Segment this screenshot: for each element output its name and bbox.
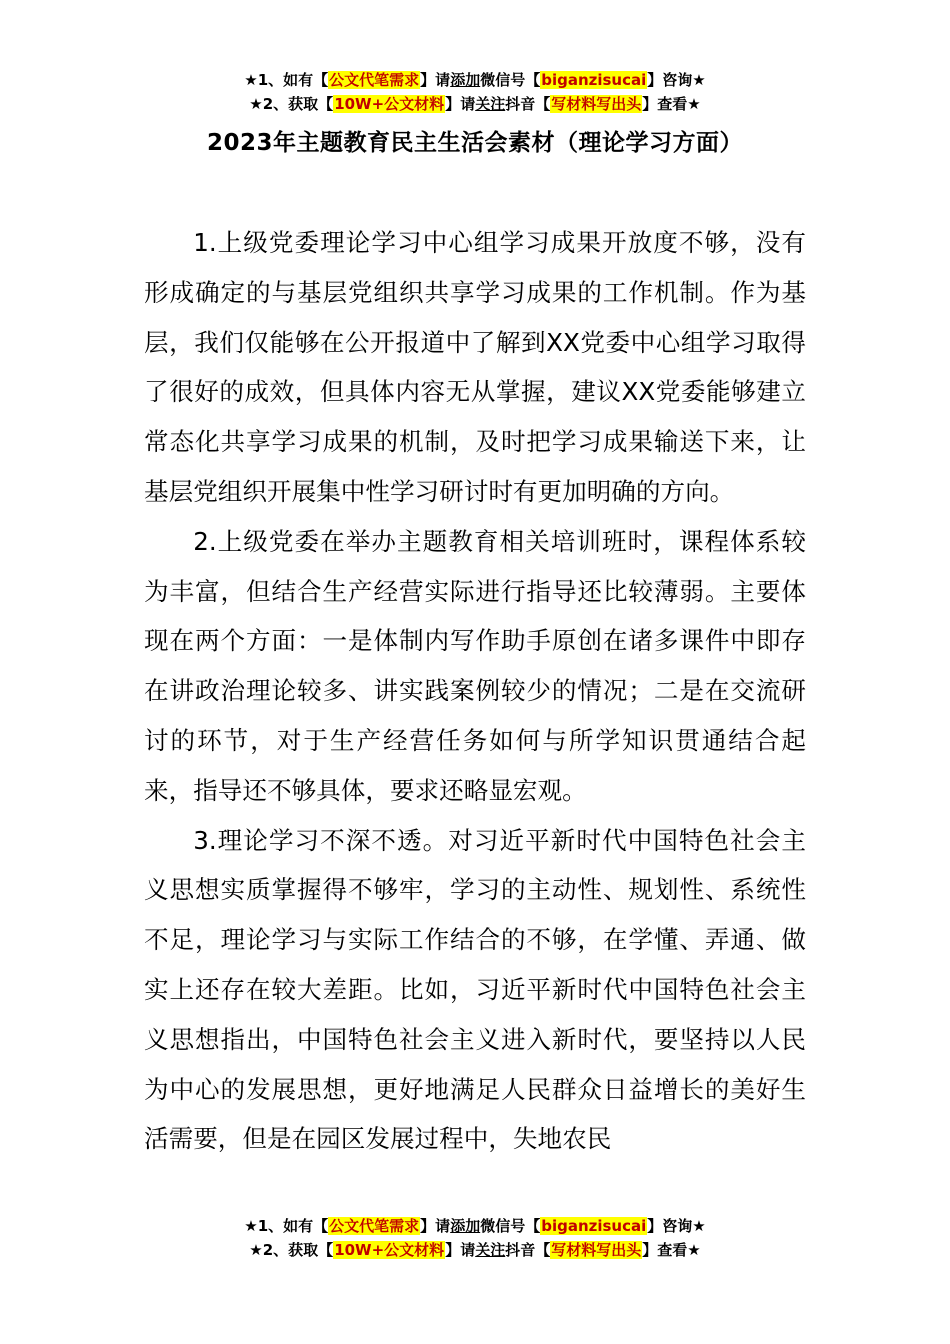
footer-line-1-suffix: 】咨询★	[647, 1217, 706, 1235]
paragraph-2: 2.上级党委在举办主题教育相关培训班时，课程体系较为丰富，但结合生产经营实际进行指导还比较薄弱。主要体现在两个方面：一是体制内写作助手原创在诸多课件中即存在讲政治理论较多、讲实践案例较少的情况；二是在交流研讨的环节，对于生产经营任务如何与所学知识贯通结合起来，指导还不够具体，要求还略显宏观。	[144, 526, 806, 805]
footer-line-1-prefix: ★1、如有【	[244, 1217, 329, 1235]
banner-line-2-mid: 】请	[445, 95, 476, 113]
banner-line-1-suffix: 】咨询★	[647, 71, 706, 89]
footer-line-2-prefix: ★2、获取【	[249, 1241, 334, 1259]
banner-line-2	[0, 92, 950, 116]
header-banner	[0, 68, 950, 116]
banner-underline-follow: 关注	[475, 95, 506, 113]
footer-highlight-materials: 10W+公文材料	[334, 1241, 445, 1259]
footer-line-2-suffix: 】查看★	[642, 1241, 701, 1259]
footer-highlight-wechat-id: biganzisucai	[541, 1217, 647, 1235]
banner-highlight-service: 公文代笔需求	[329, 71, 420, 89]
footer-line-2	[0, 1238, 950, 1262]
footer-highlight-douyin-id: 写材料写出头	[551, 1241, 642, 1259]
footer-underline-follow: 关注	[475, 1241, 506, 1259]
footer-underline-add: 添加	[450, 1217, 481, 1235]
banner-line-1-mid2: 微信号【	[480, 71, 541, 89]
footer-line-2-mid: 】请	[445, 1241, 476, 1259]
banner-highlight-douyin-id: 写材料写出头	[551, 95, 642, 113]
document-body	[144, 218, 806, 1164]
banner-line-2-mid2: 抖音【	[505, 95, 551, 113]
footer-line-2-mid2: 抖音【	[505, 1241, 551, 1259]
banner-line-2-suffix: 】查看★	[642, 95, 701, 113]
footer-line-1-mid2: 微信号【	[480, 1217, 541, 1235]
paragraph-1: 1.上级党委理论学习中心组学习成果开放度不够，没有形成确定的与基层党组织共享学习成果的工作机制。作为基层，我们仅能够在公开报道中了解到XX党委中心组学习取得了很好的成效，但具体内容无从掌握，建议XX党委能够建立常态化共享学习成果的机制，及时把学习成果输送下来，让基层党组织开展集中性学习研讨时有更加明确的方向。	[144, 228, 806, 506]
footer-highlight-service: 公文代笔需求	[329, 1217, 420, 1235]
banner-underline-add: 添加	[450, 71, 481, 89]
banner-line-1-mid: 】请	[420, 71, 451, 89]
footer-line-1	[0, 1214, 950, 1238]
banner-highlight-materials: 10W+公文材料	[334, 95, 445, 113]
footer-banner	[0, 1214, 950, 1262]
paragraph-3: 3.理论学习不深不透。对习近平新时代中国特色社会主义思想实质掌握得不够牢，学习的主动性、规划性、系统性不足，理论学习与实际工作结合的不够，在学懂、弄通、做实上还存在较大差距。比如，习近平新时代中国特色社会主义思想指出，中国特色社会主义进入新时代，要坚持以人民为中心的发展思想，更好地满足人民群众日益增长的美好生活需要，但是在园区发展过程中，失地农民	[144, 825, 806, 1154]
banner-line-1	[0, 68, 950, 92]
banner-line-1-prefix: ★1、如有【	[244, 71, 329, 89]
document-title: 2023年主题教育民主生活会素材（理论学习方面）	[206, 130, 743, 156]
banner-line-2-prefix: ★2、获取【	[249, 95, 334, 113]
banner-highlight-wechat-id: biganzisucai	[541, 71, 647, 89]
footer-line-1-mid: 】请	[420, 1217, 451, 1235]
